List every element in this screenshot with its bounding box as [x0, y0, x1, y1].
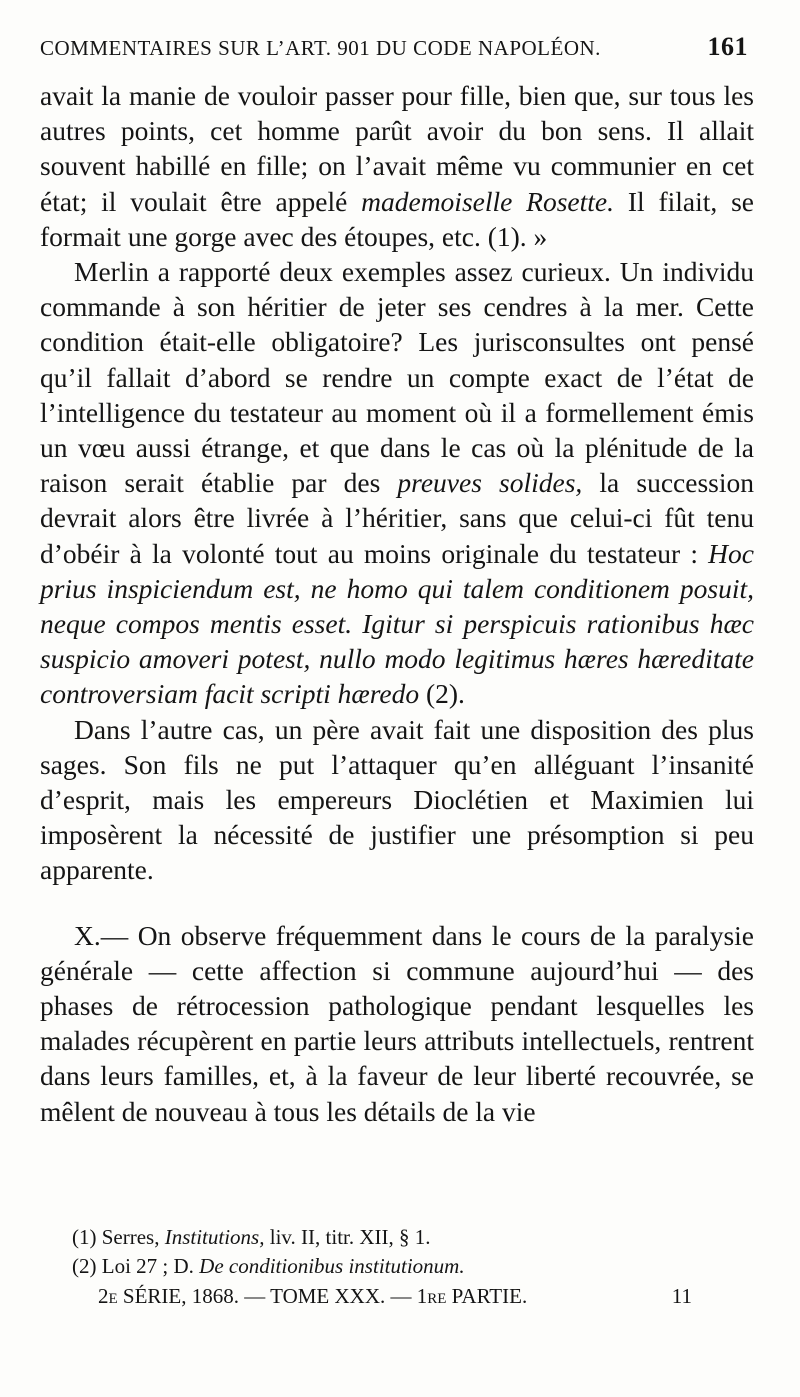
paragraph-1: [40, 78, 754, 254]
footnote-2-text: (2) Loi 27 ; D.: [72, 1254, 200, 1278]
footnote-1-italic: Institutions,: [164, 1225, 265, 1249]
paragraph-2-text-mid: la succession devrait alors être livrée à l’héritier, sans que celui-ci fût tenu d’obéir à la volonté tout au moins originale du testateur :: [40, 467, 754, 569]
signature-number: 11: [671, 1284, 692, 1308]
footnote-2-italic: De conditionibus institutionum.: [199, 1254, 465, 1278]
series-info: 2e SÉRIE, 1868. — TOME XXX. — 1re PARTIE.: [98, 1284, 528, 1308]
main-text: [40, 78, 754, 1129]
paragraph-1-italic: mademoiselle Rosette.: [361, 185, 614, 217]
footnote-1: [72, 1223, 752, 1252]
paragraph-2: [40, 254, 754, 712]
footnotes: [72, 1223, 752, 1281]
paragraph-2-text: Merlin a rapporté deux exemples assez curieux. Un individu commande à son héritier de jeter ses cendres à la mer. Cette condition était-elle obligatoire? Les jurisconsultes ont pensé qu’il fallait d’abord se rendre un compte exact de l’état de l’intelligence du testateur au moment où il a formellement émis un vœu aussi étrange, et que dans le cas où la plénitude de la raison serait établie par des: [40, 256, 754, 499]
latin-quotation: Hoc prius inspiciendum est, ne homo qui talem conditionem posuit, neque compos mentis esset. Igitur si perspicuis rationibus hæc suspicio amoveri potest, nullo modo legitimus hæres hæreditate controversiam facit scripti hæredo: [40, 537, 754, 710]
paragraph-4: X.— On observe fréquemment dans le cours de la paralysie générale — cette affection si commune aujourd’hui — des phases de rétrocession pathologique pendant lesquelles les malades récupèrent en partie leurs attributs intellectuels, rentrent dans leurs familles, et, à la faveur de leur liberté recouvrée, se mêlent de nouveau à tous les détails de la vie: [40, 919, 754, 1127]
page-number: 161: [707, 32, 748, 61]
paragraph-2-text-end: (2).: [419, 678, 465, 710]
paragraph-3: Dans l’autre cas, un père avait fait une disposition des plus sages. Son fils ne put l’attaquer qu’en alléguant l’insanité d’esprit, mais les empereurs Dioclétien et Maximien lui imposèrent la nécessité de justifier une présomption si peu apparente.: [40, 713, 754, 886]
running-title: COMMENTAIRES SUR L’ART. 901 DU CODE NAPOLÉON.: [40, 36, 601, 60]
paragraph-1-text-end: Il filait, se formait une gorge avec des étoupes, etc. (1). »: [40, 185, 754, 252]
signature-line: [98, 1284, 692, 1309]
paragraph-2-italic: preuves solides,: [397, 467, 583, 499]
footnote-1-text-end: liv. II, titr. XII, § 1.: [264, 1225, 431, 1249]
footnote-2: [72, 1252, 752, 1281]
footnote-1-text: (1) Serres,: [72, 1225, 165, 1249]
paragraph-1-text: avait la manie de vouloir passer pour fille, bien que, sur tous les autres points, cet homme parût avoir du bon sens. Il allait souvent habillé en fille; on l’avait même vu communier en cet état; il voulait être appelé: [40, 80, 754, 217]
running-header: [40, 32, 748, 61]
